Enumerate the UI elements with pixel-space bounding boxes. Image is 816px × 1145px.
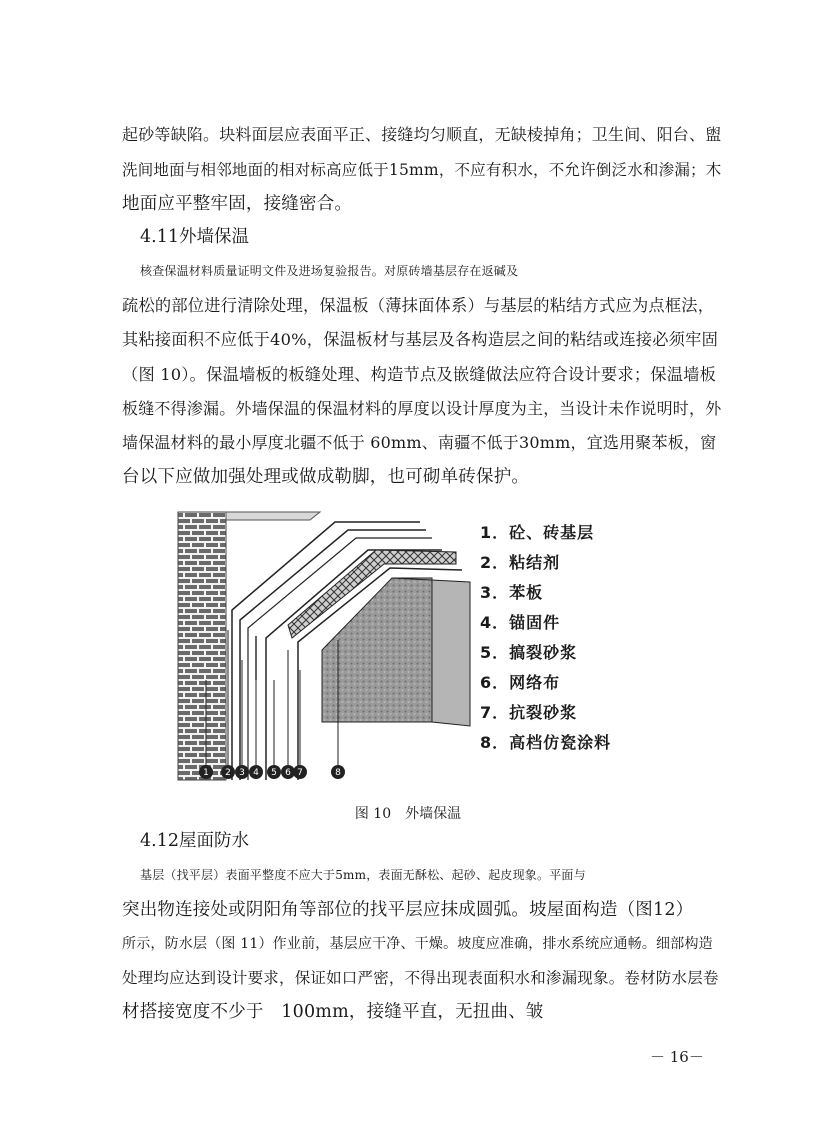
- text-line: 所示，防水层（图 11）作业前，基层应干净、干燥。坡度应准确，排水系统应通畅。细部构造: [122, 936, 713, 952]
- marker-label: 8: [335, 768, 341, 778]
- text-line: 地面应平整牢固，接缝密合。: [122, 194, 353, 214]
- text-line: 基层（找平层）表面平整度不应大于5mm，表面无酥松、起砂、起皮现象。平面与: [140, 868, 586, 882]
- text-line: 疏松的部位进行清除处理，保温板（薄抹面体系）与基层的粘结方式应为点框法，: [122, 296, 715, 315]
- marker-label: 2: [225, 768, 231, 778]
- legend-item: 3．苯板: [480, 583, 544, 602]
- text-line: 核查保温材料质量证明文件及进场复验报告。对原砖墙基层存在返碱及: [140, 264, 519, 278]
- figure-caption: 图 10 外墙保温: [354, 806, 462, 822]
- page-number: － 16－: [650, 1048, 704, 1066]
- marker-label: 1: [203, 768, 209, 778]
- section-heading-4-11: 4.11外墙保温: [140, 227, 249, 247]
- brick-wall-top: [226, 512, 320, 520]
- legend-item: 2．粘结剂: [480, 553, 561, 572]
- text-line: （图 10）。保温墙板的板缝处理、构造节点及嵌缝做法应符合设计要求；保温墙板: [122, 365, 717, 384]
- figure-legend: [480, 518, 611, 758]
- text-line: 洗间地面与相邻地面的相对标高应低于15mm，不应有积水，不允许倒泛水和渗漏；木: [122, 161, 722, 179]
- text-line: 墙保温材料的最小厚度北疆不低于 60mm、南疆不低于30mm，宜选用聚苯板，窗: [122, 433, 717, 452]
- text-line: 其粘接面积不应低于40%，保温板材与基层及各构造层之间的粘结或连接必须牢固: [122, 330, 719, 349]
- marker-label: 3: [239, 768, 245, 778]
- text-line: 突出物连接处或阴阳角等部位的找平层应抹成圆弧。坡屋面构造（图12）: [122, 900, 694, 920]
- legend-item: 1．砼、砖基层: [480, 523, 595, 542]
- legend-item: 4．锚固件: [480, 613, 561, 632]
- legend-item: 7．抗裂砂浆: [480, 703, 578, 722]
- marker-label: 7: [297, 768, 303, 778]
- text-line: 处理均应达到设计要求，保证如口严密，不得出现表面积水和渗漏现象。卷材防水层卷: [122, 969, 719, 987]
- text-line: 起砂等缺陷。块料面层应表面平正、接缝均匀顺直，无缺棱掉角；卫生间、阳台、盥: [122, 125, 722, 144]
- text-line: 材搭接宽度不少于 100mm，接缝平直，无扭曲、皱: [122, 1002, 544, 1022]
- marker-label: 5: [271, 768, 277, 778]
- text-line: 台以下应做加强处理或做成勒脚，也可砌单砖保护。: [122, 467, 530, 487]
- text-line: 板缝不得渗漏。外墙保温的保温材料的厚度以设计厚度为主，当设计未作说明时，外: [122, 399, 722, 418]
- legend-item: 5．搞裂砂浆: [480, 643, 578, 662]
- section-heading-4-12: 4.12屋面防水: [140, 831, 249, 851]
- marker-label: 4: [253, 768, 259, 778]
- brick-wall-face: [178, 512, 226, 780]
- legend-item: 8．高档仿瓷涂料: [480, 733, 612, 752]
- legend-item: 6．网络布: [480, 673, 561, 692]
- marker-label: 6: [285, 768, 291, 778]
